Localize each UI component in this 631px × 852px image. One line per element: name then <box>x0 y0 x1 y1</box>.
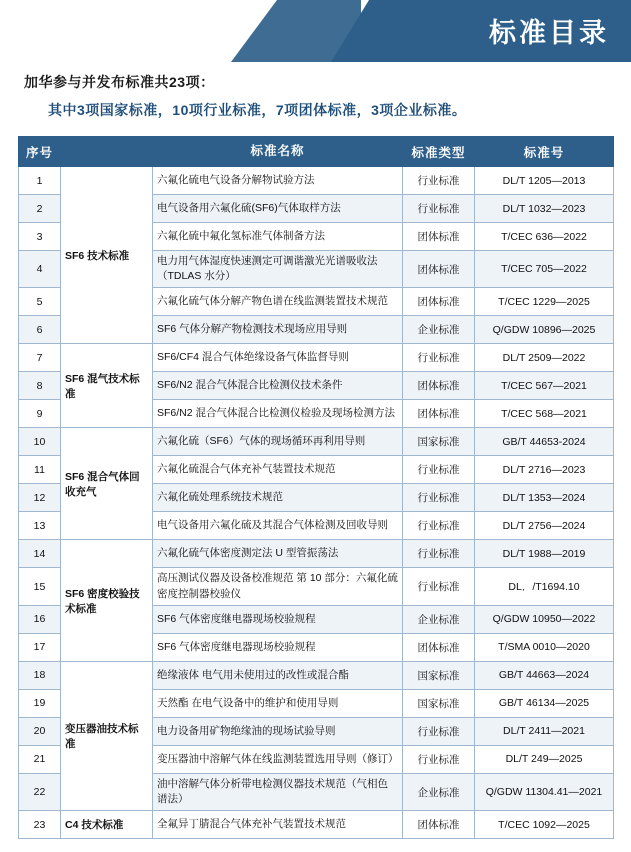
cell-seq: 15 <box>19 568 61 605</box>
cell-number: Q/GDW 11304.41—2021 <box>475 773 614 810</box>
cell-type: 团体标准 <box>403 400 475 428</box>
cell-number: Q/GDW 10950—2022 <box>475 605 614 633</box>
cell-type: 团体标准 <box>403 288 475 316</box>
col-header-type: 标准类型 <box>403 137 475 167</box>
cell-category: SF6 混合气体回收充气 <box>61 428 153 540</box>
cell-number: GB/T 44653-2024 <box>475 428 614 456</box>
cell-seq: 7 <box>19 344 61 372</box>
cell-name: SF6 气体密度继电器现场校验规程 <box>153 633 403 661</box>
cell-seq: 18 <box>19 661 61 689</box>
cell-name: 电力用气体湿度快速测定可调谐激光光谱吸收法（TDLAS 水分） <box>153 251 403 288</box>
cell-seq: 12 <box>19 484 61 512</box>
cell-name: 六氟化硫电气设备分解物试验方法 <box>153 167 403 195</box>
cell-seq: 11 <box>19 456 61 484</box>
cell-seq: 19 <box>19 689 61 717</box>
cell-type: 行业标准 <box>403 540 475 568</box>
cell-seq: 4 <box>19 251 61 288</box>
cell-number: Q/GDW 10896—2025 <box>475 316 614 344</box>
cell-seq: 5 <box>19 288 61 316</box>
cell-name: 六氟化硫气体密度测定法 U 型管振荡法 <box>153 540 403 568</box>
page-title: 标准目录 <box>489 18 609 48</box>
cell-type: 行业标准 <box>403 745 475 773</box>
cell-number: T/SMA 0010—2020 <box>475 633 614 661</box>
table-header <box>19 137 614 167</box>
cell-type: 团体标准 <box>403 251 475 288</box>
cell-type: 团体标准 <box>403 633 475 661</box>
cell-seq: 14 <box>19 540 61 568</box>
table-row <box>19 811 614 839</box>
cell-seq: 21 <box>19 745 61 773</box>
cell-seq: 1 <box>19 167 61 195</box>
cell-number: T/CEC 705—2022 <box>475 251 614 288</box>
cell-name: 电气设备用六氟化硫及其混合气体检测及回收导则 <box>153 512 403 540</box>
cell-type: 国家标准 <box>403 661 475 689</box>
cell-number: DL/T 1353—2024 <box>475 484 614 512</box>
cell-name: SF6/N2 混合气体混合比检测仪检验及现场检测方法 <box>153 400 403 428</box>
cell-category: SF6 密度校验技术标准 <box>61 540 153 661</box>
header-banner <box>0 0 631 62</box>
cell-type: 团体标准 <box>403 811 475 839</box>
cell-name: 六氟化硫（SF6）气体的现场循环再利用导则 <box>153 428 403 456</box>
cell-category: C4 技术标准 <box>61 811 153 839</box>
cell-seq: 10 <box>19 428 61 456</box>
col-header-category <box>61 137 153 167</box>
table-row <box>19 540 614 568</box>
cell-name: SF6/CF4 混合气体绝缘设备气体监督导则 <box>153 344 403 372</box>
cell-seq: 3 <box>19 223 61 251</box>
col-header-seq: 序号 <box>19 137 61 167</box>
cell-name: 电气设备用六氟化硫(SF6)气体取样方法 <box>153 195 403 223</box>
cell-number: T/CEC 567—2021 <box>475 372 614 400</box>
cell-number: DL/T 2756—2024 <box>475 512 614 540</box>
table-row <box>19 167 614 195</box>
cell-number: T/CEC 636—2022 <box>475 223 614 251</box>
cell-type: 企业标准 <box>403 316 475 344</box>
cell-name: 高压测试仪器及设备校准规范 第 10 部分：六氟化硫密度控制器校验仪 <box>153 568 403 605</box>
cell-name: 油中溶解气体分析带电检测仪器技术规范（气相色谱法） <box>153 773 403 810</box>
cell-category: SF6 技术标准 <box>61 167 153 344</box>
cell-seq: 2 <box>19 195 61 223</box>
table-header-row <box>19 137 614 167</box>
cell-seq: 22 <box>19 773 61 810</box>
cell-number: DL/T 1032—2023 <box>475 195 614 223</box>
col-header-number: 标准号 <box>475 137 614 167</box>
cell-seq: 6 <box>19 316 61 344</box>
cell-seq: 23 <box>19 811 61 839</box>
table-row <box>19 661 614 689</box>
cell-name: 六氟化硫处理系统技术规范 <box>153 484 403 512</box>
cell-name: SF6/N2 混合气体混合比检测仪技术条件 <box>153 372 403 400</box>
cell-type: 团体标准 <box>403 372 475 400</box>
col-header-name: 标准名称 <box>153 137 403 167</box>
cell-number: GB/T 46134—2025 <box>475 689 614 717</box>
cell-seq: 8 <box>19 372 61 400</box>
intro-line-2: 其中3项国家标准，10项行业标准，7项团体标准，3项企业标准。 <box>48 102 467 118</box>
intro-line-1: 加华参与并发布标准共23项： <box>24 74 215 90</box>
table-row <box>19 428 614 456</box>
cell-name: 六氟化硫气体分解产物色谱在线监测装置技术规范 <box>153 288 403 316</box>
cell-category: 变压器油技术标准 <box>61 661 153 810</box>
cell-name: SF6 气体分解产物检测技术现场应用导则 <box>153 316 403 344</box>
cell-type: 企业标准 <box>403 773 475 810</box>
cell-type: 国家标准 <box>403 689 475 717</box>
cell-type: 行业标准 <box>403 568 475 605</box>
cell-number: DL/T 249—2025 <box>475 745 614 773</box>
cell-type: 行业标准 <box>403 456 475 484</box>
cell-number: T/CEC 568—2021 <box>475 400 614 428</box>
cell-number: DL/T 2716—2023 <box>475 456 614 484</box>
cell-type: 行业标准 <box>403 167 475 195</box>
cell-seq: 13 <box>19 512 61 540</box>
table-body <box>19 167 614 839</box>
cell-type: 国家标准 <box>403 428 475 456</box>
cell-type: 行业标准 <box>403 512 475 540</box>
table-row <box>19 344 614 372</box>
cell-name: 天然酯 在电气设备中的维护和使用导则 <box>153 689 403 717</box>
cell-number: DL/T 2411—2021 <box>475 717 614 745</box>
cell-number: T/CEC 1229—2025 <box>475 288 614 316</box>
cell-type: 企业标准 <box>403 605 475 633</box>
cell-type: 团体标准 <box>403 223 475 251</box>
cell-type: 行业标准 <box>403 344 475 372</box>
cell-name: 六氟化硫混合气体充补气装置技术规范 <box>153 456 403 484</box>
cell-seq: 20 <box>19 717 61 745</box>
cell-name: SF6 气体密度继电器现场校验规程 <box>153 605 403 633</box>
cell-number: T/CEC 1092—2025 <box>475 811 614 839</box>
cell-seq: 17 <box>19 633 61 661</box>
standards-table <box>18 136 614 839</box>
cell-seq: 16 <box>19 605 61 633</box>
cell-name: 绝缘液体 电气用未使用过的改性或混合酯 <box>153 661 403 689</box>
cell-category: SF6 混气技术标准 <box>61 344 153 428</box>
cell-number: DL/T 1988—2019 <box>475 540 614 568</box>
cell-number: DL．/T1694.10 <box>475 568 614 605</box>
cell-number: GB/T 44663—2024 <box>475 661 614 689</box>
cell-number: DL/T 1205—2013 <box>475 167 614 195</box>
cell-name: 电力设备用矿物绝缘油的现场试验导则 <box>153 717 403 745</box>
cell-name: 全氟异丁腈混合气体充补气装置技术规范 <box>153 811 403 839</box>
cell-name: 变压器油中溶解气体在线监测装置选用导则（修订） <box>153 745 403 773</box>
standards-table-container <box>18 136 613 839</box>
cell-type: 行业标准 <box>403 195 475 223</box>
cell-number: DL/T 2509—2022 <box>475 344 614 372</box>
cell-type: 行业标准 <box>403 717 475 745</box>
cell-seq: 9 <box>19 400 61 428</box>
cell-name: 六氟化硫中氟化氢标准气体制备方法 <box>153 223 403 251</box>
cell-type: 行业标准 <box>403 484 475 512</box>
